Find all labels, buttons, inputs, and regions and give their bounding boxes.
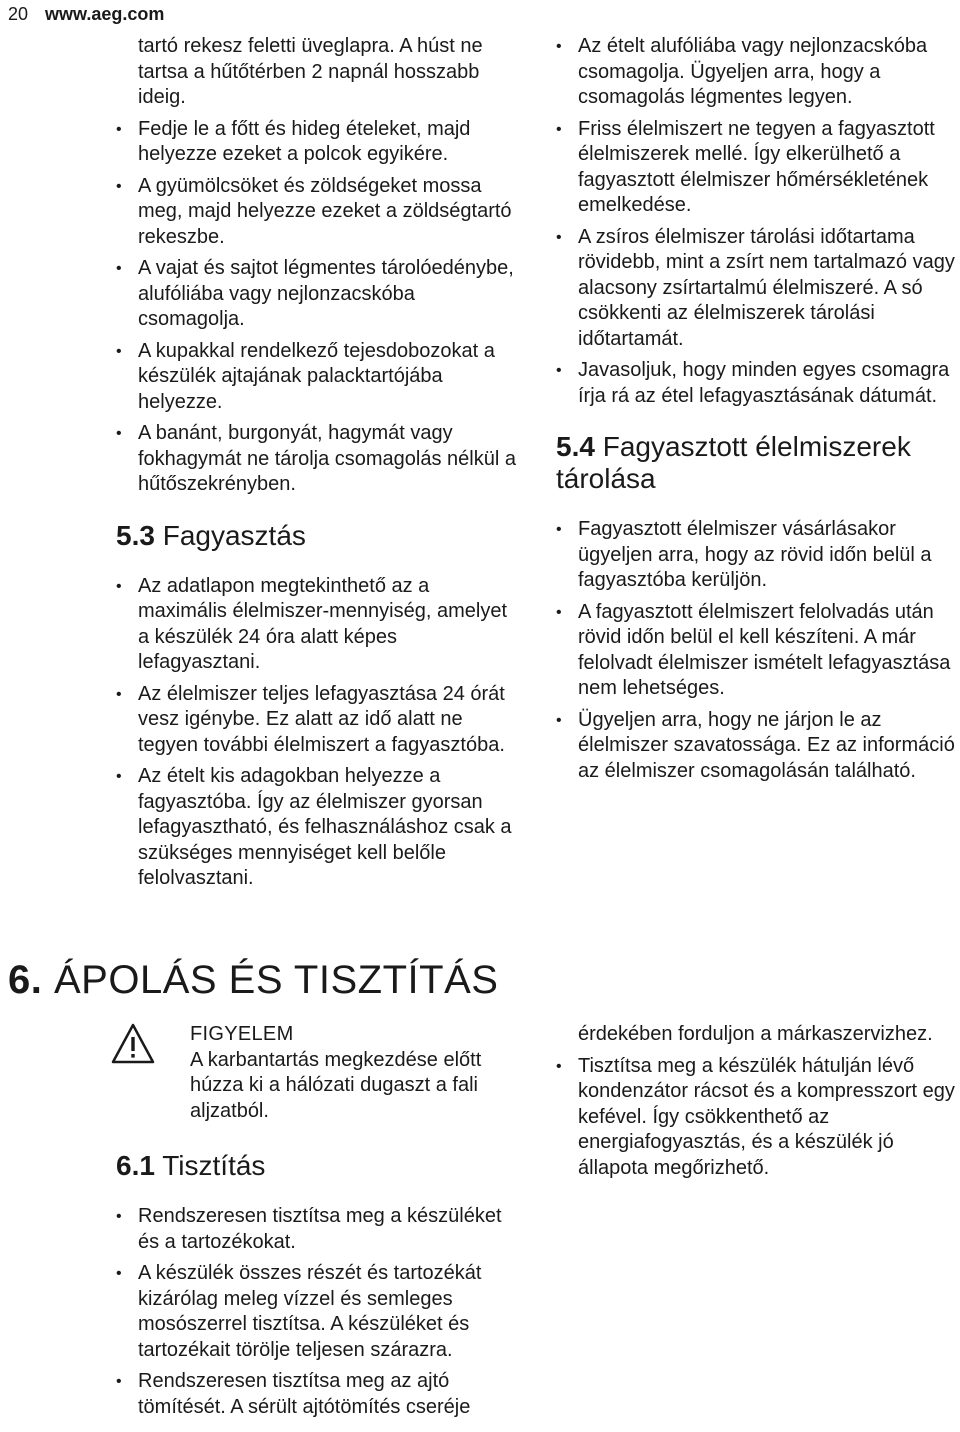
left-bullet-list: [116, 117, 516, 498]
section-6-1-list: [116, 1204, 516, 1420]
warning-title: FIGYELEM: [190, 1023, 294, 1045]
right-bottom-column: [556, 1022, 956, 1187]
section-5-3-heading: [116, 520, 516, 552]
list-item: • Tisztítsa meg a készülék hátulján lévő kondenzátor rácsot és a kompresszort egy kefével. Így csökkenthető az energiafogyasztás, és a készülék jó állapota megőrizhető.: [556, 1054, 956, 1182]
section-5-4-heading: [556, 431, 956, 495]
section-5-4-list: [556, 517, 956, 784]
section-6-1: [116, 1150, 516, 1426]
chapter-6-heading: [8, 958, 498, 1002]
list-item: • Javasoljuk, hogy minden egyes csomagra írja rá az étel lefagyasztásának dátumát.: [556, 358, 956, 409]
chapter-number: 6.: [8, 958, 43, 1002]
list-item: • Rendszeresen tisztítsa meg az ajtó tömítését. A sérült ajtótömítés cseréje: [116, 1369, 516, 1420]
list-item: • A banánt, burgonyát, hagymát vagy fokhagymát ne tárolja csomagolás nélkül a hűtőszekrényben.: [116, 421, 516, 498]
warning-text-block: [190, 1022, 530, 1124]
right-bottom-list: [556, 1054, 956, 1182]
list-item: • A kupakkal rendelkező tejesdobozokat a készülék ajtajának palacktartójába helyezze.: [116, 339, 516, 416]
section-6-1-heading: [116, 1150, 516, 1182]
right-bullet-list: [556, 34, 956, 409]
section-number: 5.4: [556, 431, 595, 462]
list-item: • Az ételt kis adagokban helyezze a fagyasztóba. Így az élelmiszer gyorsan lefagyasztható, és felhasználáshoz csak a szükséges mennyiséget kell belőle felolvasztani.: [116, 764, 516, 892]
warning-box: [110, 1022, 530, 1142]
continuation-text: érdekében forduljon a márkaszervizhez.: [578, 1023, 933, 1045]
chapter-title: ÁPOLÁS ÉS TISZTÍTÁS: [53, 958, 499, 1002]
list-item: • Az ételt alufóliába vagy nejlonzacskóba csomagolja. Ügyeljen arra, hogy a csomagolás légmentes legyen.: [556, 34, 956, 111]
list-item: • Friss élelmiszert ne tegyen a fagyasztott élelmiszerek mellé. Így elkerülhető a fagyasztott élelmiszer hőmérsékletének emelkedése.: [556, 117, 956, 219]
right-column: [556, 34, 956, 790]
continuation-text: tartó rekesz feletti üveglapra. A húst ne tartsa a hűtőtérben 2 napnál hosszabb ideig.: [138, 35, 483, 108]
list-item: • Fagyasztott élelmiszer vásárlásakor ügyeljen arra, hogy az rövid időn belül a fagyasztóba kerüljön.: [556, 517, 956, 594]
section-number: 5.3: [116, 519, 155, 551]
list-item: • Ügyeljen arra, hogy ne járjon le az élelmiszer szavatossága. Ez az információ az élelmiszer csomagolásán található.: [556, 708, 956, 785]
section-number: 6.1: [116, 1150, 155, 1181]
list-item: • A zsíros élelmiszer tárolási időtartama rövidebb, mint a zsírt nem tartalmazó vagy alacsony zsírtartalmú élelmiszeré. A só csökkenti az élelmiszerek tárolási időtartamát.: [556, 225, 956, 353]
list-item: • Az élelmiszer teljes lefagyasztása 24 órát vesz igénybe. Ez alatt az idő alatt ne tegyen további élelmiszert a fagyasztóba.: [116, 682, 516, 759]
list-item: • A gyümölcsöket és zöldségeket mossa meg, majd helyezze ezeket a zöldségtartó rekeszbe.: [116, 174, 516, 251]
list-item: • A fagyasztott élelmiszert felolvadás után rövid időn belül el kell készíteni. A már felolvadt élelmiszer ismételt lefagyasztása nem lehetséges.: [556, 600, 956, 702]
page-header: [8, 4, 164, 24]
page-number: 20: [8, 4, 29, 24]
left-column: [116, 34, 516, 898]
section-title: Fagyasztás: [162, 519, 306, 551]
list-item: • A készülék összes részét és tartozékát kizárólag meleg vízzel és semleges mosószerrel tisztítsa. A készüléket és tartozékait törölje teljesen szárazra.: [116, 1261, 516, 1363]
warning-text: A karbantartás megkezdése előtt húzza ki a hálózati dugaszt a fali aljzatból.: [190, 1048, 482, 1122]
list-item: • Fedje le a főtt és hideg ételeket, majd helyezze ezeket a polcok egyikére.: [116, 117, 516, 168]
header-url: www.aeg.com: [45, 4, 165, 24]
list-item: • A vajat és sajtot légmentes tárolóedénybe, alufóliába vagy nejlonzacskóba csomagolja.: [116, 256, 516, 333]
list-item: • Az adatlapon megtekinthető az a maximális élelmiszer-mennyiség, amelyet a készülék 24 óra alatt képes lefagyasztani.: [116, 574, 516, 676]
warning-triangle-icon: [110, 1022, 156, 1066]
list-item: • Rendszeresen tisztítsa meg a készüléket és a tartozékokat.: [116, 1204, 516, 1255]
section-title: Tisztítás: [162, 1150, 266, 1181]
section-title: Fagyasztott élelmiszerek tárolása: [556, 431, 911, 494]
section-5-3-list: [116, 574, 516, 892]
